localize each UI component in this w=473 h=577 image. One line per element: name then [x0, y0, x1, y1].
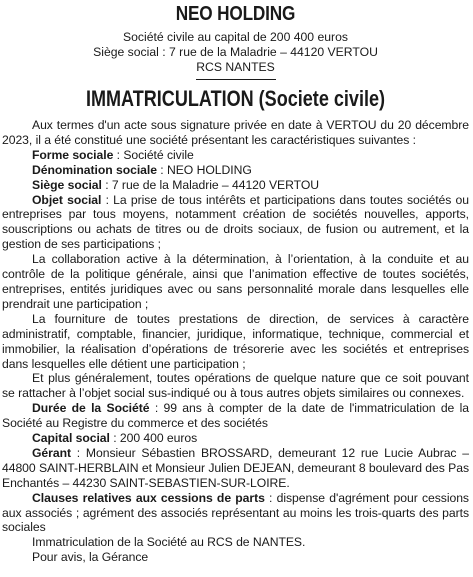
capital-social-label: Capital social: [32, 431, 110, 446]
objet-social-label: Objet social: [32, 192, 102, 207]
objet-social-paragraph: [2, 193, 469, 253]
objet-paragraph-4: Et plus généralement, toutes opérations de quelque nature que ce soit pouvant se rattacher à l’objet social sus-indiqué ou à tous autres objets similaires ou connexes.: [2, 371, 469, 401]
notice-header: [2, 2, 469, 80]
duree-value: : 99 ans à compter de la date de l'immatriculation de la Société au Registre du commerce et des sociétés: [2, 401, 469, 431]
siege-line: Siège social : 7 rue de la Maladrie – 44120 VERTOU: [93, 45, 378, 59]
notice-title: IMMATRICULATION (Societe civile): [85, 86, 386, 111]
notice-body: [2, 118, 469, 565]
duree-label: Durée de la Société: [32, 401, 150, 416]
denomination-value: : NEO HOLDING: [156, 162, 252, 177]
header-divider: [196, 79, 276, 80]
forme-sociale-label: Forme sociale: [32, 147, 114, 162]
clauses-value: : dispense d'agrément pour cessions aux associés ; agrément des associés représentant au moins les trois-quarts des parts sociales: [2, 490, 469, 535]
clauses-paragraph: [2, 491, 469, 536]
siege-social-label: Siège social: [32, 177, 102, 192]
legal-notice: [0, 2, 473, 577]
denomination-line: [2, 163, 469, 178]
capital-social-line: [2, 431, 469, 446]
clauses-label: Clauses relatives aux cessions de parts: [32, 490, 265, 505]
forme-sociale-line: [2, 148, 469, 163]
objet-paragraph-2: La collaboration active à la détermination, à l’orientation, à la conduite et au contrôle de la politique générale, ainsi que l’animation effective de toutes sociétés, entreprises, entités juridiques avec ou sans personnalité morale dans lesquelles elle prendrait une participation ;: [2, 252, 469, 311]
signature-line: Pour avis, la Gérance: [32, 550, 149, 565]
capital-social-value: : 200 400 euros: [109, 431, 198, 446]
gerant-paragraph: [2, 446, 469, 491]
objet-social-value: : La prise de tous intérêts et participations dans toutes sociétés ou entreprises par tous moyens, notamment création de sociétés nouvelles, apports, souscriptions ou achats de titres ou de droits sociaux, de fusion ou autrement, et la gestion de ses participations ;: [2, 192, 469, 252]
siege-social-value: : 7 rue de la Maladrie – 44120 VERTOU: [101, 177, 320, 192]
forme-sociale-value: : Société civile: [113, 147, 194, 162]
gerant-value: : Monsieur Sébastien BROSSARD, demeurant 12 rue Lucie Aubrac – 44800 SAINT-HERBLAIN et Monsieur Julien DEJEAN, demeurant 8 boulevard des Pas Enchantés – 44230 SAINT-SEBASTIEN-SUR-LOIRE.: [2, 445, 469, 490]
capital-line: Société civile au capital de 200 400 euros: [123, 30, 348, 44]
intro-paragraph: Aux termes d'un acte sous signature privée en date à VERTOU du 20 décembre 2023, il a été constitué une société présentant les caractéristiques suivantes :: [2, 118, 469, 147]
siege-social-line: [2, 178, 469, 193]
denomination-label: Dénomination sociale: [32, 162, 157, 177]
company-name: NEO HOLDING: [175, 3, 296, 25]
duree-paragraph: [2, 401, 469, 431]
gerant-label: Gérant: [32, 445, 71, 460]
immatriculation-line: Immatriculation de la Société au RCS de NANTES.: [32, 535, 306, 550]
objet-paragraph-3: La fourniture de toutes prestations de direction, de services à caractère administratif, comptable, financier, juridique, informatique, technique, commercial et immobilier, la réalisation d’opérations de trésorerie avec les sociétés et entreprises dans lesquelles elle détient une participation ;: [2, 311, 469, 371]
rcs-line: RCS NANTES: [196, 60, 275, 74]
